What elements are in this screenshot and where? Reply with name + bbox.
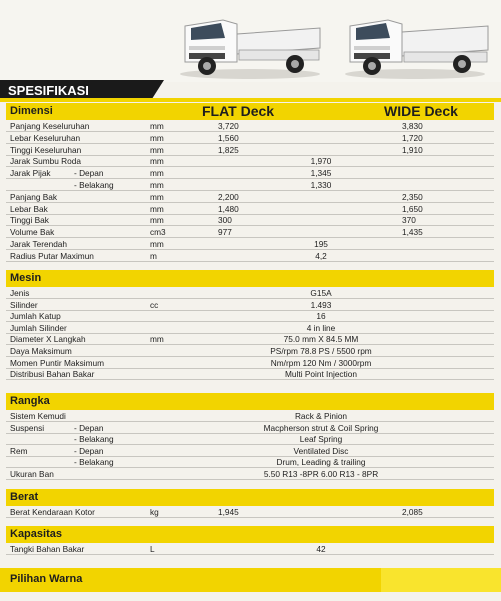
spec-row-rangka: Sistem Kemudi Rack & Pinion — [6, 411, 494, 422]
section-header-kapasitas: Kapasitas — [6, 526, 494, 543]
divider — [0, 98, 501, 102]
spec-row-dimensi: Jarak Pijak - Depan mm 1,345 — [6, 168, 494, 179]
spec-row-kapasitas: Tangki Bahan Bakar L 42 — [6, 544, 494, 555]
spec-row-rangka: Rem - Depan Ventilated Disc — [6, 446, 494, 457]
spec-row-rangka: - Belakang Drum, Leading & trailing — [6, 457, 494, 468]
section-header-berat: Berat — [6, 489, 494, 506]
hero-image-area — [0, 0, 501, 82]
spec-row-dimensi: Panjang Keseluruhan mm 3,720 3,830 — [6, 121, 494, 132]
spec-row-dimensi: Tinggi Keseluruhan mm 1,825 1,910 — [6, 145, 494, 156]
spec-row-mesin: Momen Puntir Maksimum Nm/rpm 120 Nm / 3000rpm — [6, 358, 494, 369]
spec-row-dimensi: Lebar Keseluruhan mm 1,560 1,720 — [6, 133, 494, 144]
flat-deck-truck-image — [175, 6, 325, 80]
section-header-mesin: Mesin — [6, 270, 494, 287]
spec-row-mesin: Distribusi Bahan Bakar Multi Point Injection — [6, 369, 494, 380]
spec-row-mesin: Jenis G15A — [6, 288, 494, 299]
column-header-wide-deck: WIDE Deck — [384, 103, 458, 119]
spec-row-mesin: Jumlah Silinder 4 in line — [6, 323, 494, 334]
spec-row-mesin: Diameter X Langkah mm 75.0 mm X 84.5 MM — [6, 334, 494, 345]
section-header-rangka: Rangka — [6, 393, 494, 410]
spec-row-mesin: Silinder cc 1.493 — [6, 300, 494, 311]
spec-row-dimensi: Jarak Sumbu Roda mm 1,970 — [6, 156, 494, 167]
column-header-flat-deck: FLAT Deck — [202, 103, 275, 119]
spec-banner: SPESIFIKASI — [0, 80, 150, 102]
section-title: Dimensi — [10, 105, 53, 117]
spec-row-dimensi: Panjang Bak mm 2,200 2,350 — [6, 192, 494, 203]
spec-row-dimensi: Tinggi Bak mm 300 370 — [6, 215, 494, 226]
spec-row-dimensi: Radius Putar Maximun m 4,2 — [6, 251, 494, 262]
spec-row-mesin: Jumlah Katup 16 — [6, 311, 494, 322]
spec-row-rangka: Suspensi - Depan Macpherson strut & Coil Spring — [6, 423, 494, 434]
spec-row-mesin: Daya Maksimum PS/rpm 78.8 PS / 5500 rpm — [6, 346, 494, 357]
section-header-pilihan-warna: Pilihan Warna — [0, 568, 501, 592]
spec-row-berat: Berat Kendaraan Kotor kg 1,945 2,085 — [6, 507, 494, 518]
spec-row-dimensi: Volume Bak cm3 977 1,435 — [6, 227, 494, 238]
wide-deck-truck-image — [340, 6, 490, 80]
spec-row-dimensi: Lebar Bak mm 1,480 1,650 — [6, 204, 494, 215]
spec-row-rangka: - Belakang Leaf Spring — [6, 434, 494, 445]
spec-row-rangka: Ukuran Ban 5.50 R13 -8PR 6.00 R13 - 8PR — [6, 469, 494, 480]
section-header-dimensi — [6, 103, 494, 120]
spec-row-dimensi: - Belakang mm 1,330 — [6, 180, 494, 191]
spec-row-dimensi: Jarak Terendah mm 195 — [6, 239, 494, 250]
